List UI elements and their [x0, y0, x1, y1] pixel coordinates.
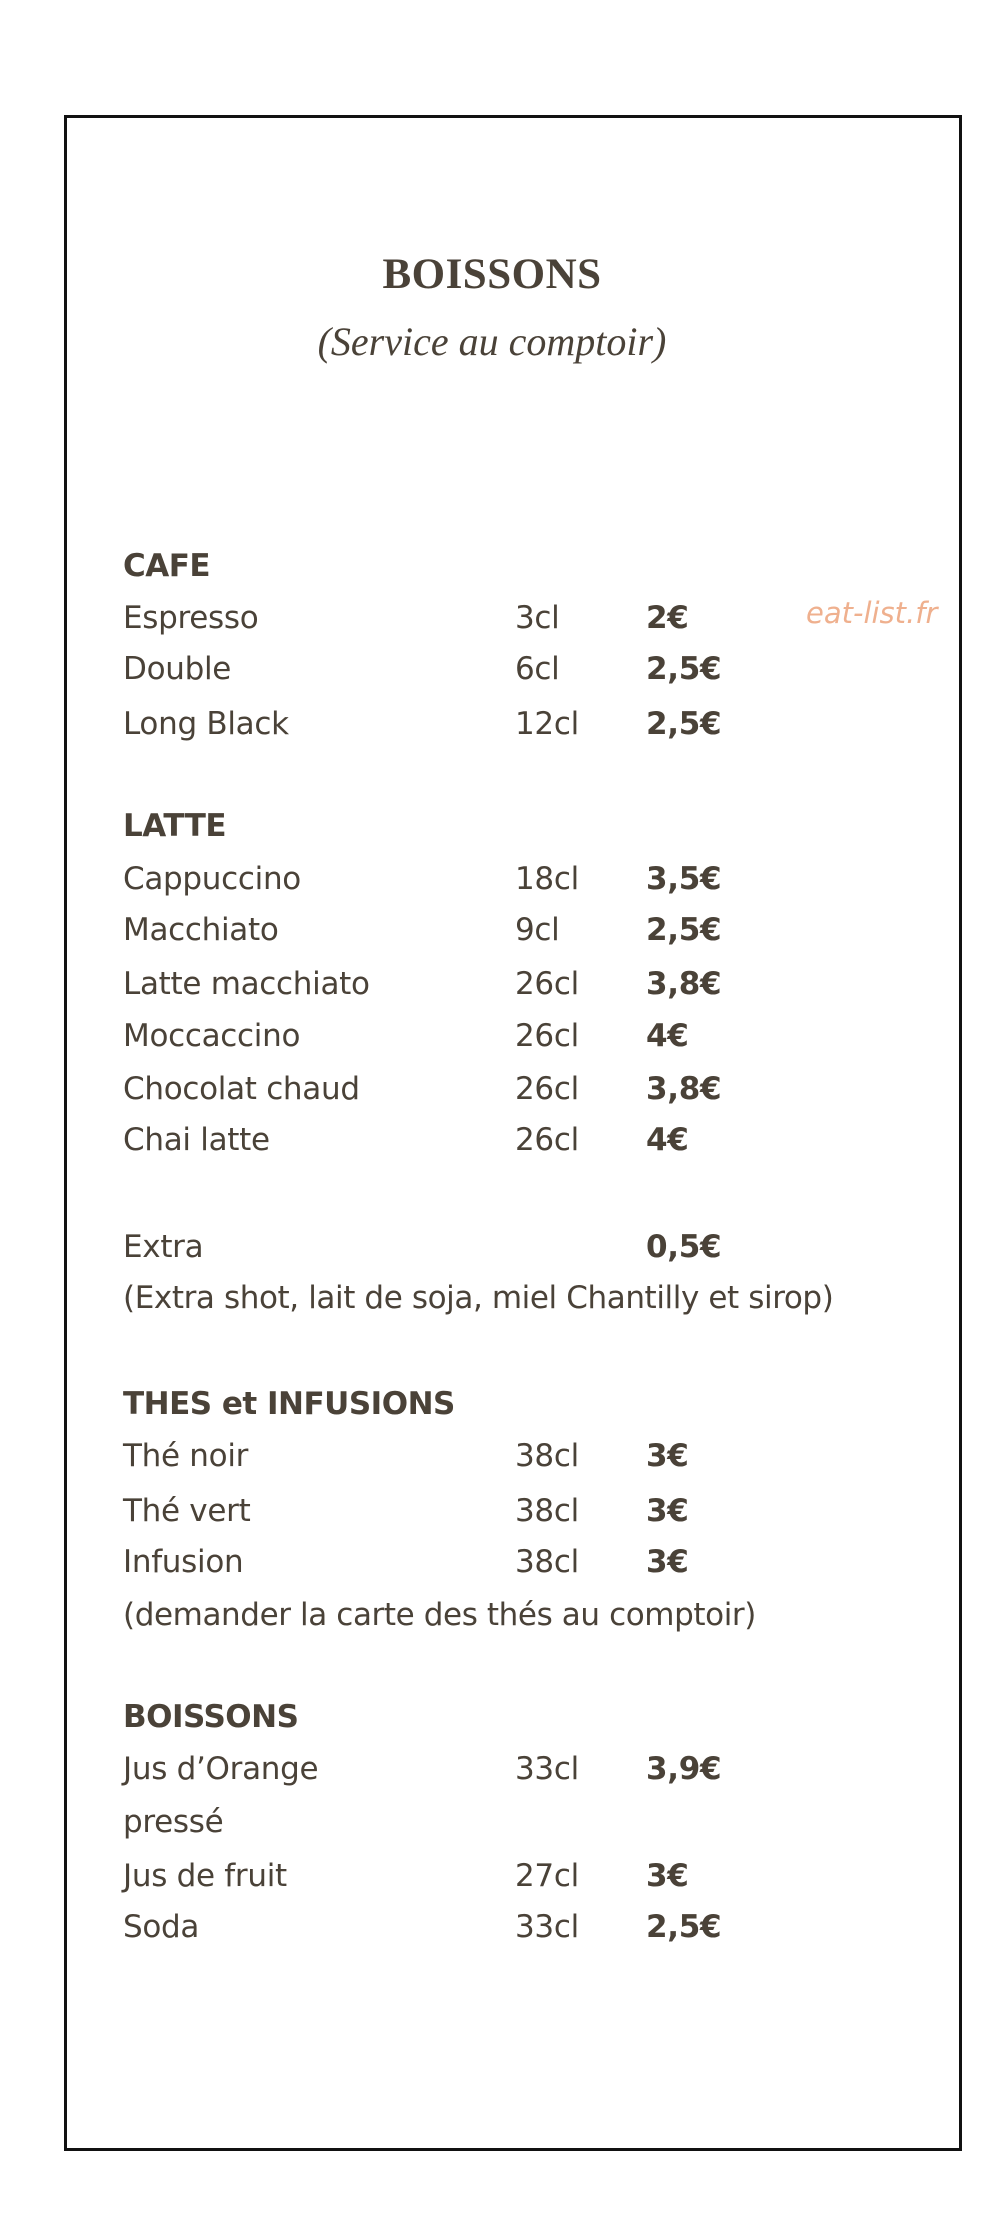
item-price: 3€ [646, 1438, 689, 1474]
item-name: Chocolat chaud [123, 1071, 360, 1107]
item-price: 3,9€ [646, 1751, 722, 1787]
item-size: 3cl [515, 600, 560, 636]
menu-item-jus-orange-line2 [0, 1804, 984, 1848]
item-price: 3€ [646, 1544, 689, 1580]
menu-item-long-black [0, 706, 984, 750]
item-name: Thé vert [123, 1493, 251, 1529]
item-size: 38cl [515, 1544, 579, 1580]
item-size: 26cl [515, 966, 579, 1002]
menu-item-jus-orange [0, 1751, 984, 1795]
menu-item-infusion [0, 1544, 984, 1588]
item-price: 4€ [646, 1122, 689, 1158]
menu-item-the-noir [0, 1438, 984, 1482]
watermark: eat-list.fr [806, 596, 938, 630]
menu-item-macchiato [0, 912, 984, 956]
item-name: Espresso [123, 600, 259, 636]
item-name: Long Black [123, 706, 289, 742]
item-price: 2,5€ [646, 651, 722, 687]
item-name-line2: pressé [123, 1804, 224, 1840]
item-name: Chai latte [123, 1122, 270, 1158]
item-price: 3€ [646, 1493, 689, 1529]
item-name: Soda [123, 1909, 200, 1945]
item-name: Moccaccino [123, 1018, 301, 1054]
item-price: 4€ [646, 1018, 689, 1054]
item-size: 26cl [515, 1122, 579, 1158]
menu-item-cappuccino [0, 861, 984, 905]
item-price: 0,5€ [646, 1229, 722, 1265]
item-name: Infusion [123, 1544, 244, 1580]
page-subtitle: (Service au comptoir) [317, 319, 667, 364]
item-price: 3,5€ [646, 861, 722, 897]
item-name: Extra [123, 1229, 204, 1265]
menu-item-double [0, 651, 984, 695]
item-name: Latte macchiato [123, 966, 370, 1002]
item-size: 27cl [515, 1858, 579, 1894]
menu-item-jus-de-fruit [0, 1858, 984, 1902]
item-price: 3,8€ [646, 1071, 722, 1107]
extra-note: (Extra shot, lait de soja, miel Chantilly et sirop) [123, 1280, 834, 1316]
menu-item-soda [0, 1909, 984, 1953]
section-title-thes: THES et INFUSIONS [123, 1386, 455, 1422]
item-size: 33cl [515, 1909, 579, 1945]
item-name: Thé noir [123, 1438, 249, 1474]
menu-item-moccaccino [0, 1018, 984, 1062]
item-size: 6cl [515, 651, 560, 687]
item-price: 3,8€ [646, 966, 722, 1002]
menu-item-chocolat-chaud [0, 1071, 984, 1115]
item-size: 33cl [515, 1751, 579, 1787]
menu-item-espresso [0, 600, 984, 644]
item-size: 26cl [515, 1071, 579, 1107]
menu-item-chai-latte [0, 1122, 984, 1166]
menu-item-extra [0, 1229, 984, 1273]
item-name: Jus d’Orange [123, 1751, 319, 1787]
section-title-cafe: CAFE [123, 548, 211, 584]
item-size: 38cl [515, 1493, 579, 1529]
item-size: 12cl [515, 706, 579, 742]
item-price: 2,5€ [646, 706, 722, 742]
page-title: BOISSONS [382, 251, 602, 298]
item-name: Jus de fruit [123, 1858, 287, 1894]
item-price: 2,5€ [646, 1909, 722, 1945]
item-size: 18cl [515, 861, 579, 897]
section-title-boissons: BOISSONS [123, 1699, 299, 1735]
item-name: Macchiato [123, 912, 279, 948]
menu-item-latte-macchiato [0, 966, 984, 1010]
item-name: Cappuccino [123, 861, 301, 897]
item-price: 3€ [646, 1858, 689, 1894]
thes-note: (demander la carte des thés au comptoir) [123, 1597, 756, 1633]
item-size: 38cl [515, 1438, 579, 1474]
item-size: 26cl [515, 1018, 579, 1054]
item-price: 2€ [646, 600, 689, 636]
section-title-latte: LATTE [123, 808, 227, 844]
item-name: Double [123, 651, 232, 687]
item-price: 2,5€ [646, 912, 722, 948]
menu-item-the-vert [0, 1493, 984, 1537]
item-size: 9cl [515, 912, 560, 948]
